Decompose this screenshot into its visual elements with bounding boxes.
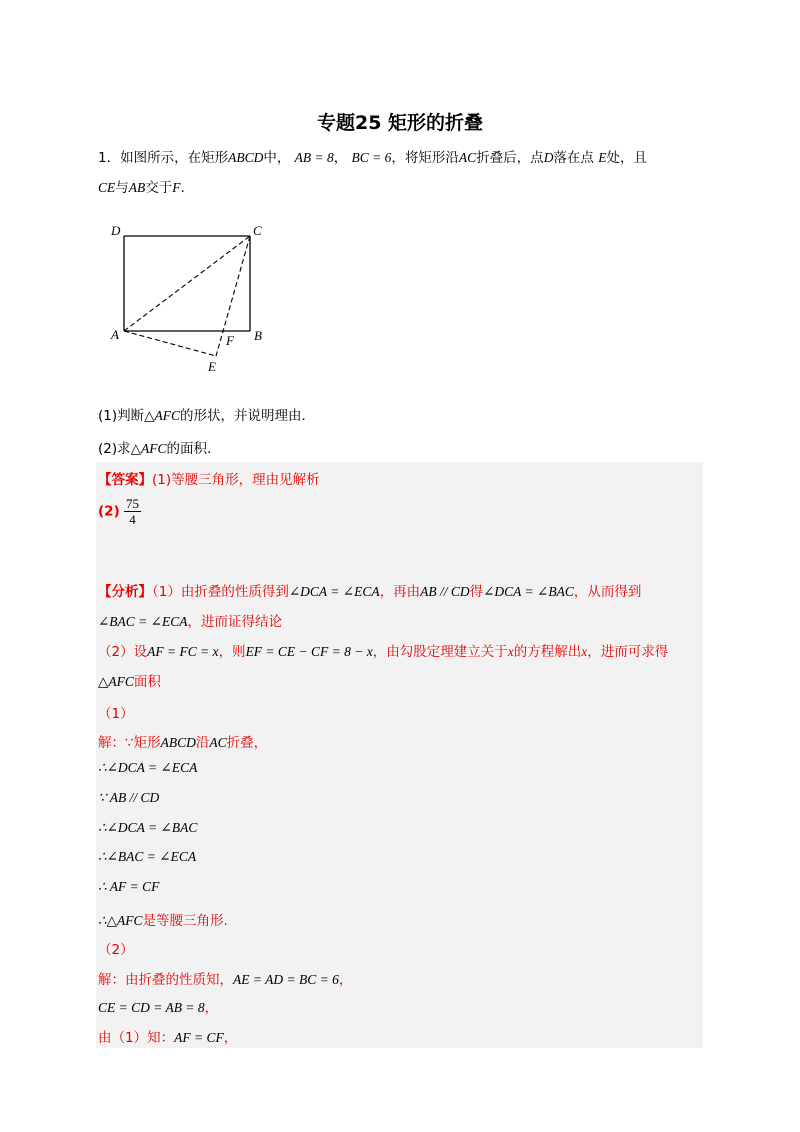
solution-line-9 [98, 996, 218, 1016]
sub-question-text: 的形状，并说明理由. [180, 408, 306, 424]
rectangle-fold-figure [104, 218, 284, 378]
analysis-text: 面积 [133, 674, 161, 690]
answer-label: (2) [98, 503, 120, 520]
math: CE [98, 180, 116, 195]
math: AC [209, 735, 227, 750]
analysis-line-3 [98, 640, 668, 660]
answer-text: (1)等腰三角形，理由见解析 [152, 472, 320, 488]
math: ABCD [228, 150, 264, 165]
math: ∠BAC = ∠ECA [98, 614, 188, 629]
math: AB // CD [420, 584, 470, 599]
solution-line-5: ∴∠BAC = ∠ECA [98, 849, 197, 864]
analysis-line-2 [98, 610, 282, 630]
solution-line-1 [98, 731, 267, 751]
answer-fraction [124, 496, 141, 527]
math: AE = AD = BC = 6 [233, 972, 339, 987]
analysis-text: ，再由 [379, 584, 421, 600]
analysis-text: （1）由折叠的性质得到 [152, 584, 289, 600]
math: △AFC [144, 408, 181, 423]
label-E: E [208, 359, 216, 374]
math: x [581, 644, 588, 659]
page-title: 专题25 矩形的折叠 [316, 112, 484, 134]
fraction-numerator: 75 [126, 496, 140, 511]
problem-text: 落在点 [553, 150, 599, 166]
problem-text: 折叠后，点 [476, 150, 544, 166]
analysis-line-4 [98, 670, 161, 690]
math: AB = 8 [294, 150, 334, 165]
solution-line-3: ∵ AB // CD [98, 790, 160, 805]
solution-text: 沿 [195, 735, 210, 751]
solution-text: ， [223, 1030, 238, 1046]
solution-text: 由（1）知： [98, 1030, 175, 1046]
label-B: B [254, 328, 262, 343]
sub-question-text: 的面积. [166, 441, 212, 457]
solution-text: 解：由折叠的性质知， [98, 972, 233, 988]
sub-question-1 [98, 404, 306, 424]
solution-line-6: ∴ AF = CF [98, 879, 160, 894]
solution-line-10 [98, 1026, 237, 1046]
math: △AFC [130, 441, 167, 456]
analysis-text: ，由勾股定理建立关于 [372, 644, 508, 660]
analysis-text: ，进而证得结论 [187, 614, 282, 630]
problem-statement [98, 143, 708, 203]
math: F [172, 180, 181, 195]
math: EF = CE − CF = 8 − x [245, 644, 373, 659]
math: ∴△AFC [98, 913, 143, 928]
solution-text: ， [338, 972, 353, 988]
fold-line-AE [124, 331, 216, 356]
math: x [507, 644, 514, 659]
analysis-text: ，则 [218, 644, 246, 660]
problem-text: 处，且 [606, 150, 647, 166]
solution-text: 是等腰三角形. [142, 913, 228, 929]
math: AF = FC = x [147, 644, 219, 659]
solution-text: 解：∵矩形 [98, 735, 161, 751]
solution-text: 折叠， [226, 735, 268, 751]
analysis-text: ，进而可求得 [587, 644, 669, 660]
problem-text: 与 [115, 180, 129, 196]
analysis-text: 得 [469, 584, 484, 600]
analysis-line-1 [98, 580, 641, 600]
label-F: F [226, 333, 234, 348]
solution-text: ， [204, 1000, 219, 1016]
solution-line-4: ∴∠DCA = ∠BAC [98, 820, 198, 835]
math: ∠DCA = ∠BAC [483, 584, 574, 599]
math: AC [458, 150, 477, 165]
math: E [598, 150, 607, 165]
math: ∠DCA = ∠ECA [288, 584, 380, 599]
analysis-text: ，从而得到 [573, 584, 642, 600]
math: D [543, 150, 554, 165]
solution-part-2-label: （2） [98, 942, 134, 958]
analysis-tag: 【分析】 [98, 584, 152, 600]
sub-question-2 [98, 437, 211, 457]
label-C: C [253, 223, 262, 238]
sub-question-text: (2)求 [98, 441, 131, 457]
label-A: A [111, 327, 119, 342]
problem-text: 交于 [145, 180, 173, 196]
math: CE = CD = AB = 8 [98, 1000, 205, 1015]
math: AB [128, 180, 146, 195]
fold-line-AC [124, 236, 250, 331]
solution-line-2: ∴∠DCA = ∠ECA [98, 760, 198, 775]
analysis-text: 的方程解出 [513, 644, 582, 660]
analysis-text: （2）设 [98, 644, 148, 660]
math: AF = CF [174, 1030, 224, 1045]
fraction-denominator: 4 [129, 512, 136, 527]
problem-text: 中， [263, 150, 291, 166]
solution-line-8 [98, 968, 352, 988]
label-D: D [111, 223, 121, 238]
math: ABCD [160, 735, 196, 750]
answer-panel [96, 462, 703, 1048]
problem-text: ， [333, 150, 348, 166]
answer-line-1 [98, 468, 320, 488]
problem-text: ，将矩形沿 [391, 150, 459, 166]
solution-part-1-label: （1） [98, 706, 134, 722]
answer-line-2 [98, 496, 141, 527]
math: △AFC [98, 674, 134, 689]
answer-tag: 【答案】 [98, 472, 152, 488]
problem-text: . [180, 180, 185, 196]
sub-question-text: (1)判断 [98, 408, 145, 424]
math: BC = 6 [351, 150, 392, 165]
solution-line-7 [98, 909, 228, 929]
problem-text: 如图所示，在矩形 [120, 150, 229, 166]
problem-number: 1． [98, 150, 121, 166]
